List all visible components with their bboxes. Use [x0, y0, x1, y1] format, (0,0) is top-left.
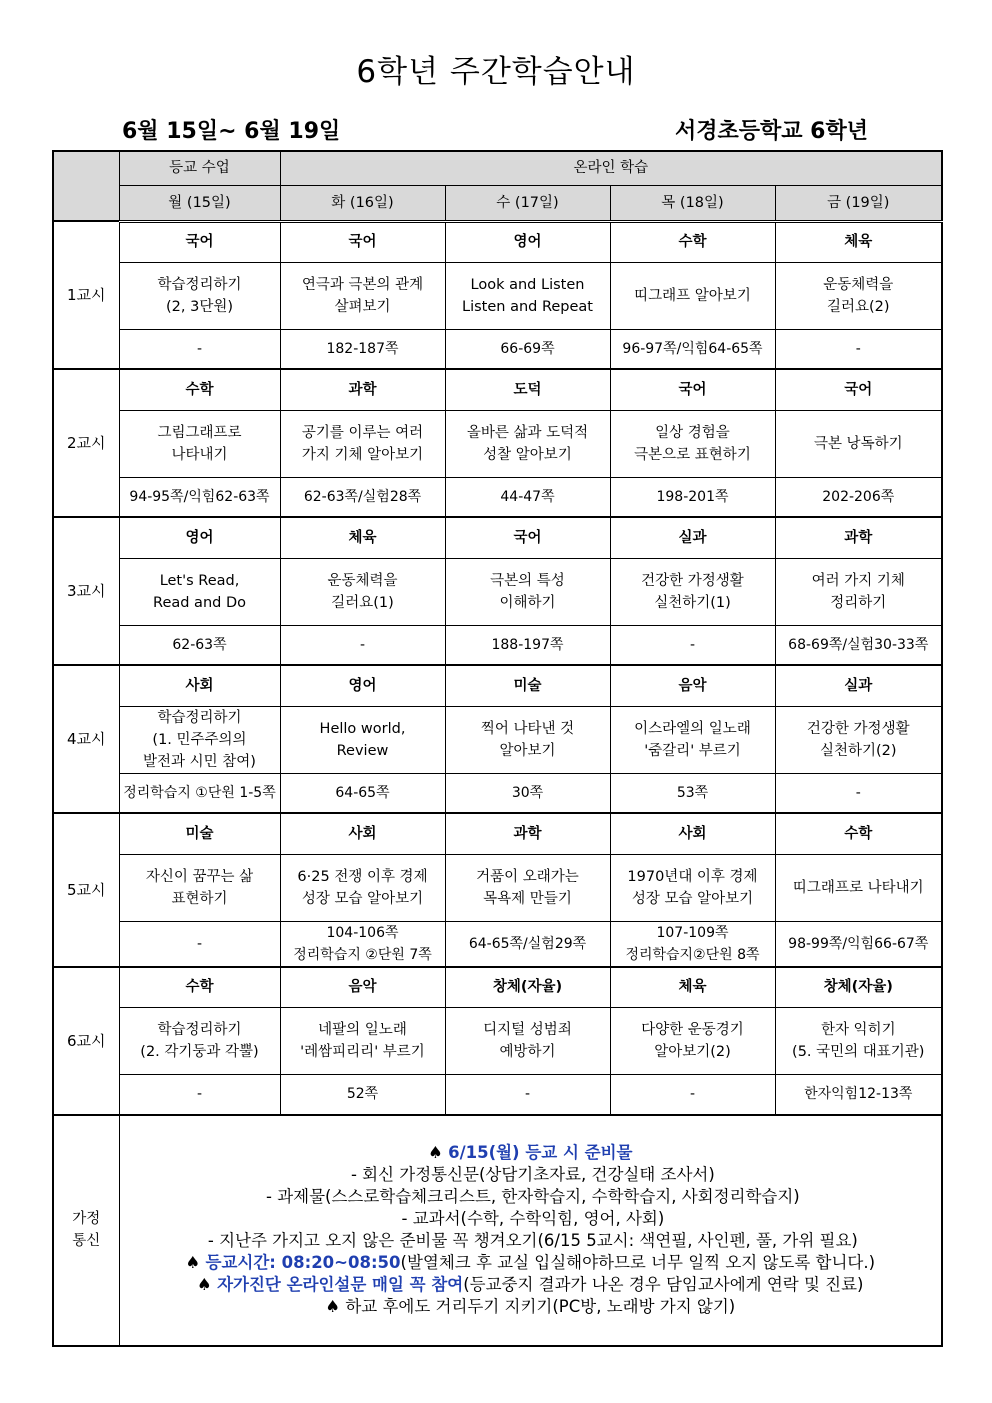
topic-cell-mon: 그림그래프로 나타내기 [119, 410, 280, 477]
topic-cell-mon: 학습정리하기 (1. 민주주의의 발전과 시민 참여) [119, 706, 280, 773]
notice-highlight: 6/15(월) 등교 시 준비물 [448, 1143, 633, 1163]
page-cell-tue: 182-187쪽 [280, 329, 445, 369]
period-label: 1교시 [53, 221, 119, 369]
topic-cell-fri: 띠그래프로 나타내기 [775, 854, 942, 921]
notice-text: 교과서(수학, 수학익힘, 영어, 사회) [412, 1209, 665, 1229]
subject-cell-fri: 국어 [775, 369, 942, 410]
dash-bullet: - [345, 1165, 357, 1185]
topic-cell-thu: 띠그래프 알아보기 [610, 262, 775, 329]
page-cell-fri: - [775, 773, 942, 813]
page-title: 6학년 주간학습안내 [356, 54, 636, 90]
period-label: 4교시 [53, 665, 119, 813]
day-header-thu: 목 (18일) [610, 185, 775, 221]
page-cell-wed: 30쪽 [445, 773, 610, 813]
family-notice-label: 가정 통신 [53, 1115, 119, 1347]
subject-cell-fri: 실과 [775, 665, 942, 706]
notice-line [122, 1230, 940, 1252]
page-cell-wed: 44-47쪽 [445, 477, 610, 517]
topic-cell-tue: 운동체력을 길러요(1) [280, 558, 445, 625]
page-cell-thu: - [610, 625, 775, 665]
subject-cell-wed: 미술 [445, 665, 610, 706]
page-cell-mon: - [119, 329, 280, 369]
day-header-tue: 화 (16일) [280, 185, 445, 221]
day-header-mon: 월 (15일) [119, 185, 280, 221]
subject-cell-fri: 과학 [775, 517, 942, 558]
subject-cell-mon: 미술 [119, 813, 280, 854]
topic-cell-tue: 네팔의 일노래 '레쌈피리리' 부르기 [280, 1008, 445, 1075]
corner-cell [53, 151, 119, 221]
notice-text: 과제물(스스로학습체크리스트, 한자학습지, 수학학습지, 사회정리학습지) [277, 1187, 800, 1207]
page-cell-wed: - [445, 1075, 610, 1115]
subject-cell-thu: 사회 [610, 813, 775, 854]
page-cell-wed: 66-69쪽 [445, 329, 610, 369]
dash-bullet: - [396, 1209, 408, 1229]
notice-line [122, 1186, 940, 1208]
subject-cell-mon: 수학 [119, 369, 280, 410]
topic-cell-wed: 극본의 특성 이해하기 [445, 558, 610, 625]
page-cell-tue: 104-106쪽 정리학습지 ②단원 7쪽 [280, 921, 445, 967]
spade-bullet-icon: ♠ [428, 1143, 443, 1163]
notice-text: 지난주 가지고 오지 않은 준비물 꼭 챙겨오기(6/15 5교시: 색연필, 사인펜, 풀, 가위 필요) [219, 1231, 858, 1251]
topic-cell-tue: 6·25 전쟁 이후 경제 성장 모습 알아보기 [280, 854, 445, 921]
subject-cell-thu: 실과 [610, 517, 775, 558]
page-cell-thu: 107-109쪽 정리학습지②단원 8쪽 [610, 921, 775, 967]
page-cell-tue: 52쪽 [280, 1075, 445, 1115]
page-cell-thu: 198-201쪽 [610, 477, 775, 517]
subject-cell-tue: 사회 [280, 813, 445, 854]
subject-cell-wed: 영어 [445, 221, 610, 262]
page-cell-tue: 62-63쪽/실험28쪽 [280, 477, 445, 517]
page-cell-mon: 94-95쪽/익힘62-63쪽 [119, 477, 280, 517]
subject-cell-thu: 국어 [610, 369, 775, 410]
topic-cell-mon: 자신이 꿈꾸는 삶 표현하기 [119, 854, 280, 921]
topic-cell-fri: 극본 낭독하기 [775, 410, 942, 477]
page-cell-fri: 98-99쪽/익힘66-67쪽 [775, 921, 942, 967]
subject-cell-mon: 국어 [119, 221, 280, 262]
subject-cell-mon: 사회 [119, 665, 280, 706]
subject-cell-tue: 국어 [280, 221, 445, 262]
subject-cell-fri: 창체(자율) [775, 967, 942, 1008]
online-learning-header: 온라인 학습 [280, 151, 942, 185]
topic-cell-thu: 다양한 운동경기 알아보기(2) [610, 1008, 775, 1075]
subject-cell-thu: 수학 [610, 221, 775, 262]
day-header-wed: 수 (17일) [445, 185, 610, 221]
page-cell-thu: - [610, 1075, 775, 1115]
period-label: 2교시 [53, 369, 119, 517]
topic-cell-thu: 건강한 가정생활 실천하기(1) [610, 558, 775, 625]
spade-bullet-icon: ♠ [325, 1297, 341, 1317]
topic-cell-wed: 올바른 삶과 도덕적 성찰 알아보기 [445, 410, 610, 477]
subject-cell-thu: 음악 [610, 665, 775, 706]
weekly-schedule-table [52, 150, 943, 1347]
dash-bullet: - [260, 1187, 272, 1207]
subject-cell-mon: 영어 [119, 517, 280, 558]
topic-cell-thu: 일상 경험을 극본으로 표현하기 [610, 410, 775, 477]
period-label: 6교시 [53, 967, 119, 1115]
page-cell-tue: 64-65쪽 [280, 773, 445, 813]
topic-cell-tue: 연극과 극본의 관계 살펴보기 [280, 262, 445, 329]
week-range: 6월 15일~ 6월 19일 [122, 119, 341, 144]
notice-line [122, 1252, 940, 1274]
topic-cell-wed: 찍어 나타낸 것 알아보기 [445, 706, 610, 773]
page-cell-mon: - [119, 1075, 280, 1115]
subject-cell-thu: 체육 [610, 967, 775, 1008]
school-class-header: 등교 수업 [119, 151, 280, 185]
topic-cell-mon: Let's Read, Read and Do [119, 558, 280, 625]
notice-text: (발열체크 후 교실 입실해야하므로 너무 일찍 오지 않도록 합니다.) [400, 1253, 876, 1273]
page-cell-fri: 202-206쪽 [775, 477, 942, 517]
notice-text: (등교중지 결과가 나온 경우 담임교사에게 연락 및 진료) [463, 1275, 864, 1295]
subject-cell-wed: 과학 [445, 813, 610, 854]
dash-bullet: - [202, 1231, 214, 1251]
notice-line [122, 1164, 940, 1186]
page-cell-mon: 62-63쪽 [119, 625, 280, 665]
subject-cell-mon: 수학 [119, 967, 280, 1008]
notice-line [122, 1142, 940, 1164]
page-cell-wed: 64-65쪽/실험29쪽 [445, 921, 610, 967]
subject-cell-fri: 체육 [775, 221, 942, 262]
page-cell-wed: 188-197쪽 [445, 625, 610, 665]
topic-cell-fri: 건강한 가정생활 실천하기(2) [775, 706, 942, 773]
topic-cell-tue: Hello world, Review [280, 706, 445, 773]
subject-cell-tue: 과학 [280, 369, 445, 410]
subject-cell-wed: 국어 [445, 517, 610, 558]
topic-cell-mon: 학습정리하기 (2, 3단원) [119, 262, 280, 329]
page-cell-mon: 정리학습지 ①단원 1-5쪽 [119, 773, 280, 813]
topic-cell-wed: 거품이 오래가는 목욕제 만들기 [445, 854, 610, 921]
topic-cell-fri: 운동체력을 길러요(2) [775, 262, 942, 329]
page-cell-fri: 68-69쪽/실험30-33쪽 [775, 625, 942, 665]
subject-cell-wed: 도덕 [445, 369, 610, 410]
notice-line [122, 1296, 940, 1318]
page-cell-thu: 96-97쪽/익힘64-65쪽 [610, 329, 775, 369]
topic-cell-fri: 한자 익히기 (5. 국민의 대표기관) [775, 1008, 942, 1075]
topic-cell-fri: 여러 가지 기체 정리하기 [775, 558, 942, 625]
spade-bullet-icon: ♠ [185, 1253, 201, 1273]
subject-cell-tue: 체육 [280, 517, 445, 558]
period-label: 3교시 [53, 517, 119, 665]
page-cell-thu: 53쪽 [610, 773, 775, 813]
page-cell-mon: - [119, 921, 280, 967]
notice-text: 하교 후에도 거리두기 지키기(PC방, 노래방 가지 않기) [345, 1297, 736, 1317]
notice-highlight: 자가진단 온라인설문 매일 꼭 참여 [217, 1275, 464, 1295]
page-cell-fri: - [775, 329, 942, 369]
topic-cell-wed: Look and Listen Listen and Repeat [445, 262, 610, 329]
subject-cell-tue: 음악 [280, 967, 445, 1008]
spade-bullet-icon: ♠ [197, 1275, 212, 1295]
topic-cell-wed: 디지털 성범죄 예방하기 [445, 1008, 610, 1075]
topic-cell-thu: 이스라엘의 일노래 '줌갈리' 부르기 [610, 706, 775, 773]
topic-cell-mon: 학습정리하기 (2. 각기둥과 각뿔) [119, 1008, 280, 1075]
notice-highlight: 등교시간: 08:20~08:50 [205, 1253, 401, 1273]
subject-cell-wed: 창체(자율) [445, 967, 610, 1008]
family-notice-content [119, 1115, 942, 1347]
school-name: 서경초등학교 6학년 [675, 119, 868, 144]
period-label: 5교시 [53, 813, 119, 967]
notice-line [122, 1208, 940, 1230]
page-cell-fri: 한자익힘12-13쪽 [775, 1075, 942, 1115]
notice-line [122, 1274, 940, 1296]
topic-cell-tue: 공기를 이루는 여러 가지 기체 알아보기 [280, 410, 445, 477]
subject-cell-fri: 수학 [775, 813, 942, 854]
page-cell-tue: - [280, 625, 445, 665]
day-header-fri: 금 (19일) [775, 185, 942, 221]
topic-cell-thu: 1970년대 이후 경제 성장 모습 알아보기 [610, 854, 775, 921]
subject-cell-tue: 영어 [280, 665, 445, 706]
notice-text: 회신 가정통신문(상담기초자료, 건강실태 조사서) [362, 1165, 715, 1185]
